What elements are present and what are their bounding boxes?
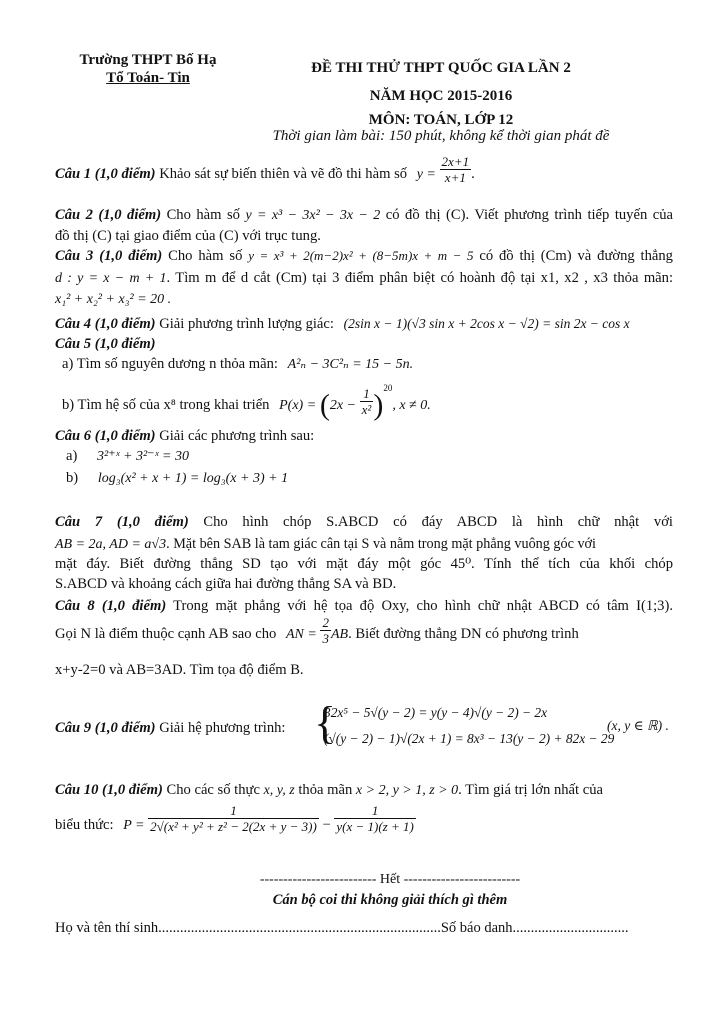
question-5b-post: , x ≠ 0. <box>392 397 431 413</box>
question-10-vars: x, y, z <box>263 783 295 798</box>
question-6b-label: b) <box>66 470 79 486</box>
question-2-label: Câu 2 (1,0 điểm) <box>55 207 162 223</box>
question-4-label: Câu 4 (1,0 điểm) <box>55 316 156 332</box>
question-10-expr-label: biểu thức: <box>55 817 114 833</box>
question-5a-text: a) Tìm số nguyên dương n thỏa mãn: <box>62 356 278 372</box>
question-1-fraction: $\frac{2x+1}{x+1}$ <box>441 154 470 186</box>
question-3-line-2 <box>55 268 673 289</box>
question-9-domain: (x, y ∈ ℝ) . <box>607 718 669 733</box>
end-marker: ------------------------- Hết ------------------------- <box>259 872 521 887</box>
question-8-formula-pre: AN = <box>285 626 317 642</box>
question-6-label: Câu 6 (1,0 điểm) <box>55 428 156 444</box>
question-10-p: P = <box>123 818 145 833</box>
exam-time: Thời gian làm bài: 150 phút, không kể thời gian phát đề <box>272 128 610 144</box>
question-9-text: Giải hệ phương trình: <box>159 720 286 736</box>
question-10-text-a: Cho các số thực <box>166 782 260 798</box>
question-6a-label: a) <box>66 448 78 464</box>
question-10-text-b: thỏa mãn <box>298 782 353 798</box>
question-5a <box>62 354 680 375</box>
question-5b: b) Tìm hệ số của x⁸ trong khai triển P(x) = (2x − $\frac{1}{\text{x²}}$ )$^{20}$, x ≠ 0. <box>62 383 431 422</box>
question-7-line-4: S.ABCD và khoảng cách giữa hai đường thẳng SA và BD. <box>55 576 397 592</box>
question-7-label: Câu 7 (1,0 điểm) <box>55 514 189 530</box>
question-8-fraction: $\frac{2}{3}$ <box>322 615 329 646</box>
question-9-label: Câu 9 (1,0 điểm) <box>55 720 156 736</box>
proctor-note: Cán bộ coi thi không giải thích gì thêm <box>272 892 508 908</box>
department-name: Tổ Toán- Tin <box>106 70 190 86</box>
question-7-line-2-text: . Mặt bên SAB là tam giác cân tại S và nằm trong mặt phẳng vuông góc với <box>166 536 596 552</box>
question-10-text-c: . Tìm giá trị lớn nhất của <box>458 782 603 798</box>
question-8-line-2-a: Gọi N là điểm thuộc cạnh AB sao cho <box>55 625 277 642</box>
question-3-line-formula: d : y = x − m + 1 <box>55 271 167 286</box>
question-6a <box>66 446 684 467</box>
question-2-formula: y = x³ − 3x² − 3x − 2 <box>245 208 381 223</box>
question-10-condition: x > 2, y > 1, z > 0 <box>355 783 459 798</box>
question-6 <box>55 426 673 446</box>
question-10-minus: − <box>322 817 331 833</box>
question-2-line-2: đồ thị (C) tại giao điểm của (C) với trục tung. <box>55 228 321 244</box>
question-10-fraction-1: $\frac{1}{\text{2√(x² + y² + z² − 2(2x + y − 3))}}$ <box>150 803 317 835</box>
system-brace: { <box>314 697 337 748</box>
question-5b-text: b) Tìm hệ số của x⁸ trong khai triển <box>62 396 270 413</box>
question-5a-formula: A²ₙ − 3C²ₙ = 15 − 5n. <box>287 357 414 372</box>
question-4-formula: (2sin x − 1)(√3 sin x + 2cos x − √2) = sin 2x − cos x <box>343 316 630 331</box>
question-8 <box>55 596 673 616</box>
question-2-text-b: có đồ thị (C). Viết phương trình tiếp tuyến của <box>385 207 673 223</box>
question-3 <box>55 246 673 266</box>
question-8-formula-post: AB <box>330 626 349 642</box>
question-8-line-2 <box>55 615 673 646</box>
question-1-label: Câu 1 (1,0 điểm) <box>55 166 156 182</box>
question-7-formula: AB = 2a, AD = a√3 <box>55 537 167 552</box>
question-9-equation-2: (√(y − 2) − 1)√(2x + 1) = 8x³ − 13(y − 2) + 82x − 29 <box>324 731 615 746</box>
question-6b <box>66 468 684 489</box>
question-6b-formula: log₃(x² + x + 1) = log₃(x + 3) + 1 <box>97 471 289 486</box>
question-10-label: Câu 10 (1,0 điểm) <box>55 782 163 798</box>
question-5b-pre: P(x) = <box>279 397 317 413</box>
question-7-line-3: mặt đáy. Biết đường thẳng SD tạo với mặt đáy một góc 45⁰. Tính thể tích của khối chóp <box>55 556 673 572</box>
question-8-label: Câu 8 (1,0 điểm) <box>55 598 167 614</box>
question-1: Câu 1 (1,0 điểm) Khảo sát sự biến thiên và vẽ đồ thi hàm số y = $\frac{2x+1}{x+1}$ . <box>55 154 475 186</box>
question-3-text-b: có đồ thị (Cm) và đường thẳng <box>479 248 673 264</box>
question-5b-inner: 2x − <box>329 397 356 413</box>
question-2 <box>55 205 673 226</box>
question-3-label: Câu 3 (1,0 điểm) <box>55 248 163 264</box>
school-name: Trường THPT Bố Hạ <box>79 52 217 68</box>
question-10-fraction-2: $\frac{1}{y(x - 1)(z + 1)}$ <box>336 803 414 835</box>
question-9-equation-1: 32x⁵ − 5√(y − 2) = y(y − 4)√(y − 2) − 2x <box>324 705 548 720</box>
question-3-line-text: . Tìm m để d cắt (Cm) tại 3 điểm phân biệt có hoành độ tại x1, x2 , x3 thỏa mãn: <box>166 270 673 286</box>
question-1-text: Khảo sát sự biến thiên và vẽ đồ thi hàm số <box>159 166 408 182</box>
question-3-condition: x₁² + x₂² + x₃² = 20 . <box>55 292 172 307</box>
question-7-line-1: Cho hình chóp S.ABCD có đáy ABCD là hình chữ nhật với <box>203 514 673 530</box>
question-4-text: Giải phương trình lượng giác: <box>159 316 334 332</box>
question-2-text-a: Cho hàm số <box>166 207 240 223</box>
question-10 <box>55 780 673 801</box>
candidate-info-line: Họ và tên thí sinh..............................................................................Số báo danh................................ <box>55 920 629 936</box>
question-5b-fraction: $\frac{1}{\text{x²}}$ <box>361 386 372 418</box>
question-8-line-2-b: . Biết đường thẳng DN có phương trình <box>348 625 579 642</box>
question-8-line-1: Trong mặt phẳng với hệ tọa độ Oxy, cho hình chữ nhật ABCD có tâm I(1;3). <box>173 598 673 614</box>
exam-title: ĐỀ THI THỬ THPT QUỐC GIA LẦN 2 <box>311 60 571 76</box>
question-8-line-3: x+y-2=0 và AB=3AD. Tìm tọa độ điểm B. <box>55 662 304 678</box>
question-5b-exponent: 20 <box>383 383 393 393</box>
question-5-label-text: Câu 5 (1,0 điểm) <box>55 336 156 352</box>
question-5-label <box>55 334 673 354</box>
question-7-line-2 <box>55 534 673 555</box>
subject-title: MÔN: TOÁN, LỚP 12 <box>368 112 514 128</box>
question-3-text-a: Cho hàm số <box>168 248 243 264</box>
question-7 <box>55 512 673 532</box>
school-year: NĂM HỌC 2015-2016 <box>369 88 513 104</box>
question-6-text: Giải các phương trình sau: <box>159 428 315 444</box>
question-6a-formula: 3²⁺ˣ + 3²⁻ˣ = 30 <box>97 449 189 464</box>
question-4 <box>55 314 673 334</box>
question-3-formula: y = x³ + 2(m−2)x² + (8−5m)x + m − 5 <box>248 248 474 263</box>
question-10-line-2 <box>55 803 673 836</box>
